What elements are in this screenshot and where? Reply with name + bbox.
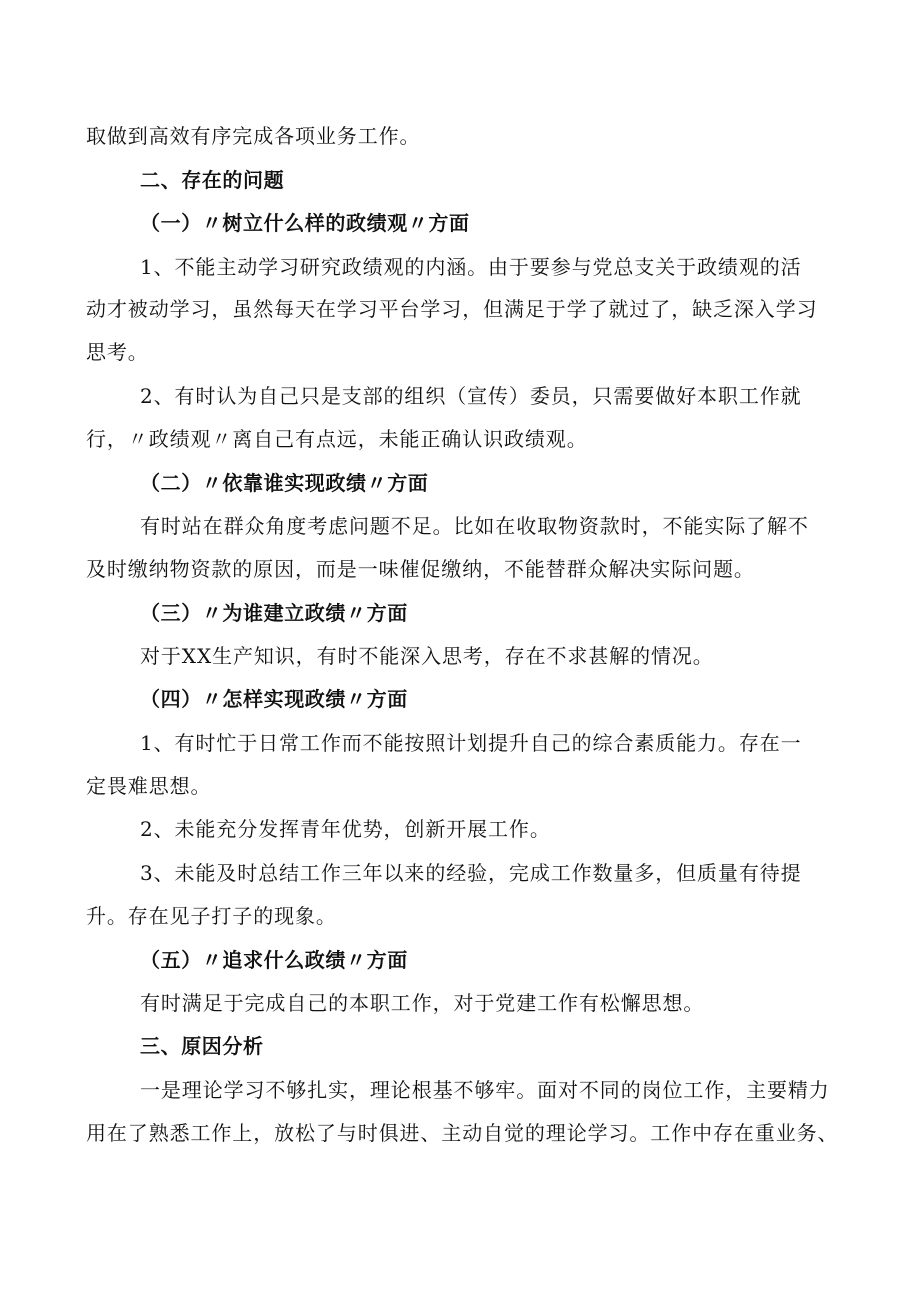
text-line: 2、未能充分发挥青年优势，创新开展工作。 [140, 817, 551, 841]
text-line: 1、有时忙于日常工作而不能按照计划提升自己的综合素质能力。存在一 [140, 731, 802, 755]
section-heading: 三、原因分析 [140, 1034, 264, 1058]
subsection-heading: （四）〃怎样实现政绩〃方面 [140, 687, 408, 711]
subsection-heading: （五）〃追求什么政绩〃方面 [140, 948, 408, 972]
text-line: 动才被动学习，虽然每天在学习平台学习，但满足于学了就过了，缺乏深入学习 [86, 297, 818, 321]
text-line: 行，〃政绩观〃离自己有点远，未能正确认识政绩观。 [86, 427, 588, 451]
subsection-heading: （二）〃依靠谁实现政绩〃方面 [140, 471, 429, 495]
text-line: 及时缴纳物资款的原因，而是一味催促缴纳，不能替群众解决实际问题。 [86, 557, 755, 581]
text-line: 对于XX生产知识，有时不能深入思考，存在不求甚解的情况。 [140, 644, 714, 668]
subsection-heading: （一）〃树立什么样的政绩观〃方面 [140, 211, 470, 235]
text-line: 思考。 [86, 340, 149, 364]
text-line: 一是理论学习不够扎实，理论根基不够牢。面对不同的岗位工作，主要精力 [140, 1078, 830, 1102]
text-line: 取做到高效有序完成各项业务工作。 [86, 124, 421, 148]
text-line: 有时站在群众角度考虑问题不足。比如在收取物资款时，不能实际了解不 [140, 514, 809, 538]
text-line: 升。存在见子打子的现象。 [86, 904, 337, 928]
text-line: 有时满足于完成自己的本职工作，对于党建工作有松懈思想。 [140, 991, 705, 1015]
text-line: 用在了熟悉工作上，放松了与时俱进、主动自觉的理论学习。工作中存在重业务、 [86, 1121, 839, 1145]
text-line: 2、有时认为自己只是支部的组织（宣传）委员，只需要做好本职工作就 [140, 384, 802, 408]
text-line: 3、未能及时总结工作三年以来的经验，完成工作数量多，但质量有待提 [140, 861, 802, 885]
section-heading: 二、存在的问题 [140, 168, 285, 192]
text-line: 定畏难思想。 [86, 774, 212, 798]
text-line: 1、不能主动学习研究政绩观的内涵。由于要参与党总支关于政绩观的活 [140, 255, 802, 279]
subsection-heading: （三）〃为谁建立政绩〃方面 [140, 601, 408, 625]
